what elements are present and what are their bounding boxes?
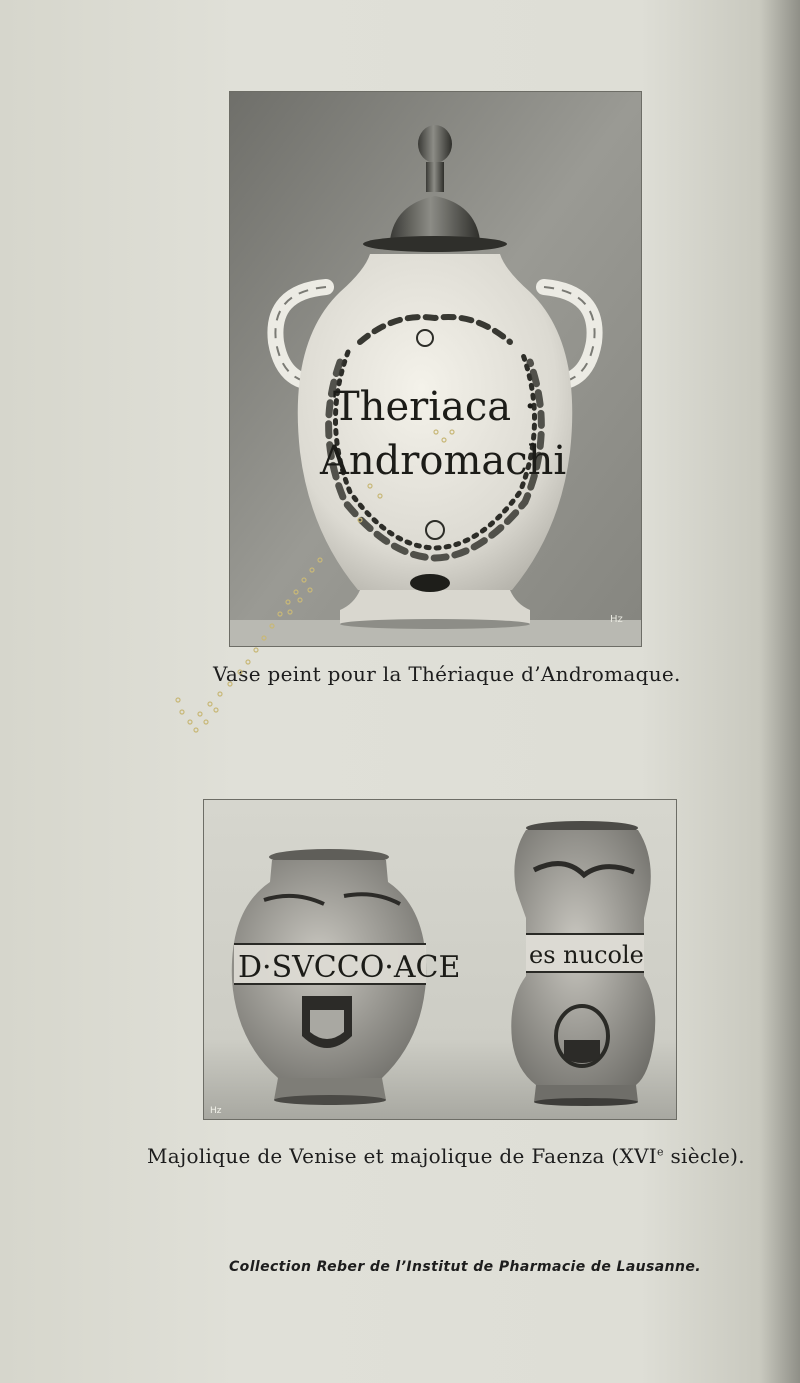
jar-inscription-line1: Theriaca · [333, 384, 537, 430]
top-figure-caption: Vase peint pour la Thériaque d’Andromaque. [213, 662, 681, 686]
majolica-jars-illustration [204, 800, 676, 1119]
collection-credit-line: Collection Reber de l’Institut de Pharmacie de Lausanne. [229, 1259, 701, 1275]
bottom-caption-superscript: e [656, 1145, 664, 1159]
theriac-jar-photo [229, 91, 642, 647]
left-jar-inscription: D·SVCCO·ACE [238, 950, 461, 985]
theriac-jar-illustration [230, 92, 641, 646]
engraver-monogram-icon: Hz [610, 614, 623, 625]
bottom-caption-text-end: siècle). [663, 1144, 745, 1168]
engraver-monogram-icon: Hz [210, 1106, 222, 1116]
jar-inscription-line2: Andromachi [320, 438, 567, 484]
right-jar-inscription: es nucole [529, 941, 644, 969]
bottom-caption-text: Majolique de Venise et majolique de Faenza (XVI [147, 1144, 657, 1168]
majolica-jars-photo [203, 799, 677, 1120]
bottom-figure-caption [147, 1144, 745, 1168]
